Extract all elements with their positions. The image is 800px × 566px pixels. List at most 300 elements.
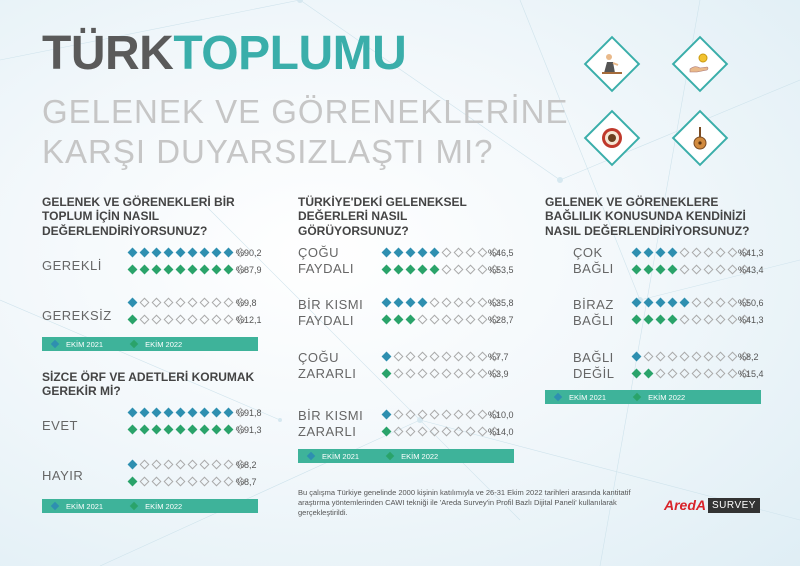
filled-diamond-marker: [176, 425, 186, 435]
s4-row0-2021-dots: [632, 249, 749, 256]
empty-diamond-marker: [466, 265, 476, 275]
empty-diamond-marker: [656, 352, 666, 362]
s2-row0-label: [42, 418, 78, 434]
s4-row2-2021-dots: [632, 353, 749, 360]
empty-diamond-marker: [394, 369, 404, 379]
s2-row0-2021-dots: [128, 409, 245, 416]
row-label-line: GEREKSİZ: [42, 308, 112, 323]
row-label-line: ÇOĞU: [298, 245, 339, 260]
question-line: GÖRÜYORSUNUZ?: [298, 223, 409, 238]
empty-diamond-marker: [200, 315, 210, 325]
legend-2022-marker: [386, 452, 394, 460]
filled-diamond-marker: [164, 425, 174, 435]
hand-giving-coin-icon: [680, 44, 720, 84]
legend-2022-marker: [130, 502, 138, 510]
legend-2022-marker: [130, 340, 138, 348]
methodology-footnote: Bu çalışma Türkiye genelinde 2000 kişinin katılımıyla ve 26-31 Ekim 2022 tarihleri arasında kantitatif araştırma yöntemlerinden CAWI tekniği ile 'Areda Survey'in Profil Bazlı Dijital Paneli' kullanılarak gerçekleştirildi.: [298, 488, 631, 517]
filled-diamond-marker: [152, 248, 162, 258]
filled-diamond-marker: [394, 248, 404, 258]
s4-row2-label: [573, 350, 615, 383]
s4-row0-label: [573, 245, 614, 278]
filled-diamond-marker: [164, 248, 174, 258]
s2-row1-2021-value: %8,2: [236, 460, 257, 470]
empty-diamond-marker: [442, 298, 452, 308]
filled-diamond-marker: [668, 315, 678, 325]
empty-diamond-marker: [188, 477, 198, 487]
row-label-line: DEĞİL: [573, 366, 615, 382]
filled-diamond-marker: [382, 369, 392, 379]
filled-diamond-marker: [128, 298, 138, 308]
empty-diamond-marker: [212, 460, 222, 470]
filled-diamond-marker: [200, 248, 210, 258]
filled-diamond-marker: [656, 315, 666, 325]
question-line: GELENEK VE GÖRENEKLERİ BİR: [42, 195, 235, 209]
row-label-line: FAYDALI: [298, 313, 355, 329]
empty-diamond-marker: [442, 248, 452, 258]
filled-diamond-marker: [632, 352, 642, 362]
empty-diamond-marker: [176, 460, 186, 470]
filled-diamond-marker: [668, 265, 678, 275]
legend-2022-label: EKİM 2022: [145, 501, 183, 511]
empty-diamond-marker: [200, 477, 210, 487]
empty-diamond-marker: [680, 315, 690, 325]
empty-diamond-marker: [176, 298, 186, 308]
s3-row0-2021-dots: [382, 249, 499, 256]
filled-diamond-marker: [632, 265, 642, 275]
filled-diamond-marker: [632, 369, 642, 379]
empty-diamond-marker: [164, 460, 174, 470]
filled-diamond-marker: [632, 315, 642, 325]
empty-diamond-marker: [728, 315, 738, 325]
empty-diamond-marker: [212, 298, 222, 308]
row-label-line: FAYDALI: [298, 261, 355, 277]
empty-diamond-marker: [418, 410, 428, 420]
filled-diamond-marker: [644, 315, 654, 325]
s3-row3-2021-value: %10,0: [488, 410, 514, 420]
empty-diamond-marker: [692, 352, 702, 362]
s4-row2-2022-dots: [632, 370, 749, 377]
s4-question: [545, 195, 749, 238]
empty-diamond-marker: [430, 427, 440, 437]
empty-diamond-marker: [430, 352, 440, 362]
empty-diamond-marker: [644, 352, 654, 362]
empty-diamond-marker: [454, 298, 464, 308]
brand-name: AredA: [664, 497, 707, 513]
filled-diamond-marker: [188, 425, 198, 435]
legend-2021-marker: [51, 502, 59, 510]
question-line: TÜRKİYE'DEKİ GELENEKSEL: [298, 195, 467, 209]
s3-row1-2022-value: %28,7: [488, 315, 514, 325]
filled-diamond-marker: [176, 265, 186, 275]
filled-diamond-marker: [212, 408, 222, 418]
filled-diamond-marker: [430, 248, 440, 258]
empty-diamond-marker: [728, 298, 738, 308]
row-label-line: BİR KISMI: [298, 408, 364, 423]
empty-diamond-marker: [680, 369, 690, 379]
empty-diamond-marker: [152, 460, 162, 470]
filled-diamond-marker: [164, 408, 174, 418]
empty-diamond-marker: [430, 298, 440, 308]
empty-diamond-marker: [454, 265, 464, 275]
filled-diamond-marker: [644, 298, 654, 308]
filled-diamond-marker: [656, 248, 666, 258]
empty-diamond-marker: [406, 410, 416, 420]
filled-diamond-marker: [382, 248, 392, 258]
filled-diamond-marker: [382, 427, 392, 437]
s4-row1-2022-dots: [632, 316, 749, 323]
empty-diamond-marker: [152, 477, 162, 487]
s3-row3-label: [298, 408, 363, 441]
s2-row1-2022-value: %8,7: [236, 477, 257, 487]
filled-diamond-marker: [656, 298, 666, 308]
empty-diamond-marker: [692, 369, 702, 379]
s4-row0-2021-value: %41,3: [738, 248, 764, 258]
empty-diamond-marker: [430, 410, 440, 420]
s3-row2-2022-dots: [382, 370, 499, 377]
empty-diamond-marker: [140, 315, 150, 325]
title-part2: TOPLUMU: [173, 27, 407, 80]
legend-2021-marker: [307, 452, 315, 460]
filled-diamond-marker: [128, 248, 138, 258]
filled-diamond-marker: [152, 425, 162, 435]
filled-diamond-marker: [152, 265, 162, 275]
s2-row1-2022-dots: [128, 478, 245, 485]
legend-2021-marker: [51, 340, 59, 348]
empty-diamond-marker: [200, 298, 210, 308]
filled-diamond-marker: [176, 248, 186, 258]
praying-person-icon: [592, 44, 632, 84]
filled-diamond-marker: [128, 315, 138, 325]
empty-diamond-marker: [466, 369, 476, 379]
empty-diamond-marker: [454, 248, 464, 258]
empty-diamond-marker: [728, 352, 738, 362]
question-line: NASIL DEĞERLENDİRİYORSUNUZ?: [545, 223, 750, 238]
empty-diamond-marker: [704, 298, 714, 308]
empty-diamond-marker: [478, 427, 488, 437]
s1-row0-2022-value: %87,9: [236, 265, 262, 275]
empty-diamond-marker: [442, 410, 452, 420]
question-line: SİZCE ÖRF VE ADETLERİ KORUMAK: [42, 370, 255, 384]
s3-row2-2021-dots: [382, 353, 499, 360]
filled-diamond-marker: [382, 410, 392, 420]
empty-diamond-marker: [188, 315, 198, 325]
empty-diamond-marker: [430, 315, 440, 325]
empty-diamond-marker: [478, 298, 488, 308]
s1-row1-label: [42, 308, 112, 324]
empty-diamond-marker: [668, 352, 678, 362]
filled-diamond-marker: [188, 248, 198, 258]
s3-row2-2022-value: %3,9: [488, 369, 509, 379]
empty-diamond-marker: [466, 410, 476, 420]
empty-diamond-marker: [418, 427, 428, 437]
s4-row2-2021-value: %8,2: [738, 352, 759, 362]
filled-diamond-marker: [394, 265, 404, 275]
s1-row1-2022-dots: [128, 316, 245, 323]
s2-row0-2021-value: %91,8: [236, 408, 262, 418]
brand-logo: [664, 497, 760, 513]
empty-diamond-marker: [478, 248, 488, 258]
legend-2021-label: EKİM 2021: [569, 392, 607, 402]
empty-diamond-marker: [224, 460, 234, 470]
empty-diamond-marker: [140, 298, 150, 308]
filled-diamond-marker: [644, 265, 654, 275]
row-label-line: BAĞLI: [573, 313, 614, 329]
row-label-line: GEREKLİ: [42, 258, 102, 273]
row-label-line: HAYIR: [42, 468, 84, 483]
filled-diamond-marker: [200, 408, 210, 418]
filled-diamond-marker: [632, 298, 642, 308]
filled-diamond-marker: [140, 248, 150, 258]
empty-diamond-marker: [442, 352, 452, 362]
filled-diamond-marker: [224, 425, 234, 435]
s3-row2-2021-value: %7,7: [488, 352, 509, 362]
filled-diamond-marker: [382, 298, 392, 308]
empty-diamond-marker: [140, 460, 150, 470]
filled-diamond-marker: [212, 425, 222, 435]
filled-diamond-marker: [140, 265, 150, 275]
empty-diamond-marker: [442, 315, 452, 325]
filled-diamond-marker: [418, 298, 428, 308]
question-line: GEREKİR Mİ?: [42, 384, 121, 399]
s4-row2-2022-value: %15,4: [738, 369, 764, 379]
coffee-cup-icon: [592, 118, 632, 158]
brand-tag: SURVEY: [708, 498, 760, 513]
s1-question: [42, 195, 235, 238]
title-part1: TÜRK: [42, 27, 174, 80]
empty-diamond-marker: [716, 369, 726, 379]
legend-2022-label: EKİM 2022: [145, 339, 183, 349]
empty-diamond-marker: [704, 315, 714, 325]
filled-diamond-marker: [128, 408, 138, 418]
s1-row0-2021-value: %90,2: [236, 248, 262, 258]
empty-diamond-marker: [394, 427, 404, 437]
filled-diamond-marker: [224, 248, 234, 258]
filled-diamond-marker: [382, 265, 392, 275]
s2-row0-2022-dots: [128, 426, 245, 433]
filled-diamond-marker: [128, 265, 138, 275]
question-line: DEĞERLERİ NASIL: [298, 209, 408, 224]
s2-row1-label: [42, 468, 83, 484]
filled-diamond-marker: [128, 425, 138, 435]
legend-2021-label: EKİM 2021: [66, 339, 104, 349]
filled-diamond-marker: [176, 408, 186, 418]
s4-row1-2021-value: %50,6: [738, 298, 764, 308]
filled-diamond-marker: [200, 265, 210, 275]
empty-diamond-marker: [680, 248, 690, 258]
filled-diamond-marker: [668, 298, 678, 308]
empty-diamond-marker: [478, 352, 488, 362]
filled-diamond-marker: [140, 408, 150, 418]
s3-row0-2022-dots: [382, 266, 499, 273]
empty-diamond-marker: [176, 315, 186, 325]
row-label-line: EVET: [42, 418, 78, 433]
empty-diamond-marker: [394, 352, 404, 362]
empty-diamond-marker: [466, 298, 476, 308]
row-label-line: ZARARLI: [298, 424, 357, 440]
empty-diamond-marker: [454, 352, 464, 362]
row-label-line: ÇOK: [573, 245, 603, 260]
empty-diamond-marker: [152, 298, 162, 308]
s1-row0-label: [42, 258, 102, 274]
filled-diamond-marker: [680, 298, 690, 308]
s3-row0-label: [298, 245, 354, 278]
filled-diamond-marker: [632, 248, 642, 258]
question-line: DEĞERLENDİRİYORSUNUZ?: [42, 223, 208, 238]
legend-2021-label: EKİM 2021: [66, 501, 104, 511]
empty-diamond-marker: [454, 410, 464, 420]
empty-diamond-marker: [164, 298, 174, 308]
row-label-line: BİRAZ: [573, 297, 614, 312]
s2-row1-2021-dots: [128, 461, 245, 468]
empty-diamond-marker: [188, 460, 198, 470]
filled-diamond-marker: [406, 265, 416, 275]
s3-row1-2021-dots: [382, 299, 499, 306]
s4-legend: [545, 390, 761, 404]
empty-diamond-marker: [478, 410, 488, 420]
empty-diamond-marker: [728, 248, 738, 258]
empty-diamond-marker: [680, 352, 690, 362]
empty-diamond-marker: [224, 298, 234, 308]
empty-diamond-marker: [430, 369, 440, 379]
empty-diamond-marker: [728, 369, 738, 379]
s1-row1-2021-dots: [128, 299, 245, 306]
question-line: GELENEK VE GÖRENEKLERE: [545, 195, 719, 209]
s4-row1-label: [573, 297, 614, 330]
s3-row1-label: [298, 297, 363, 330]
empty-diamond-marker: [454, 315, 464, 325]
filled-diamond-marker: [418, 265, 428, 275]
filled-diamond-marker: [382, 315, 392, 325]
empty-diamond-marker: [478, 369, 488, 379]
row-label-line: ÇOĞU: [298, 350, 339, 365]
filled-diamond-marker: [212, 248, 222, 258]
filled-diamond-marker: [188, 408, 198, 418]
saz-instrument-icon: [680, 118, 720, 158]
empty-diamond-marker: [692, 298, 702, 308]
empty-diamond-marker: [442, 369, 452, 379]
empty-diamond-marker: [466, 427, 476, 437]
empty-diamond-marker: [716, 248, 726, 258]
empty-diamond-marker: [478, 315, 488, 325]
s3-row0-2021-value: %46,5: [488, 248, 514, 258]
filled-diamond-marker: [164, 265, 174, 275]
filled-diamond-marker: [418, 248, 428, 258]
s3-row3-2022-value: %14,0: [488, 427, 514, 437]
empty-diamond-marker: [418, 352, 428, 362]
empty-diamond-marker: [140, 477, 150, 487]
empty-diamond-marker: [716, 298, 726, 308]
subtitle-line2: KARŞI DUYARSIZLAŞTI MI?: [42, 133, 494, 170]
empty-diamond-marker: [200, 460, 210, 470]
empty-diamond-marker: [406, 352, 416, 362]
empty-diamond-marker: [164, 315, 174, 325]
filled-diamond-marker: [644, 248, 654, 258]
empty-diamond-marker: [406, 427, 416, 437]
legend-2022-label: EKİM 2022: [648, 392, 686, 402]
filled-diamond-marker: [224, 408, 234, 418]
empty-diamond-marker: [454, 369, 464, 379]
s4-row1-2022-value: %41,3: [738, 315, 764, 325]
s1-row0-2022-dots: [128, 266, 245, 273]
empty-diamond-marker: [680, 265, 690, 275]
empty-diamond-marker: [188, 298, 198, 308]
question-line: BAĞLILIK KONUSUNDA KENDİNİZİ: [545, 209, 746, 224]
empty-diamond-marker: [656, 369, 666, 379]
empty-diamond-marker: [224, 315, 234, 325]
s1-legend: [42, 337, 258, 351]
s3-row0-2022-value: %53,5: [488, 265, 514, 275]
filled-diamond-marker: [406, 315, 416, 325]
filled-diamond-marker: [394, 298, 404, 308]
s2-legend: [42, 499, 258, 513]
empty-diamond-marker: [466, 248, 476, 258]
filled-diamond-marker: [406, 298, 416, 308]
legend-2022-label: EKİM 2022: [401, 451, 439, 461]
question-line: TOPLUM İÇİN NASIL: [42, 209, 160, 224]
empty-diamond-marker: [692, 248, 702, 258]
filled-diamond-marker: [200, 425, 210, 435]
empty-diamond-marker: [224, 477, 234, 487]
s1-row1-2021-value: %9,8: [236, 298, 257, 308]
s3-row3-2021-dots: [382, 411, 499, 418]
empty-diamond-marker: [212, 477, 222, 487]
empty-diamond-marker: [716, 315, 726, 325]
s3-row3-2022-dots: [382, 428, 499, 435]
subtitle-line1: GELENEK VE GÖRENEKLERİNE: [42, 93, 569, 130]
filled-diamond-marker: [152, 408, 162, 418]
s3-question: [298, 195, 467, 238]
filled-diamond-marker: [224, 265, 234, 275]
filled-diamond-marker: [430, 265, 440, 275]
row-label-line: BİR KISMI: [298, 297, 364, 312]
empty-diamond-marker: [418, 315, 428, 325]
s2-question: [42, 370, 254, 399]
empty-diamond-marker: [692, 315, 702, 325]
filled-diamond-marker: [128, 477, 138, 487]
empty-diamond-marker: [394, 410, 404, 420]
filled-diamond-marker: [644, 369, 654, 379]
row-label-line: ZARARLI: [298, 366, 357, 382]
legend-2022-marker: [633, 393, 641, 401]
s4-row0-2022-value: %43,4: [738, 265, 764, 275]
empty-diamond-marker: [164, 477, 174, 487]
empty-diamond-marker: [704, 265, 714, 275]
empty-diamond-marker: [418, 369, 428, 379]
empty-diamond-marker: [716, 265, 726, 275]
filled-diamond-marker: [406, 248, 416, 258]
filled-diamond-marker: [668, 248, 678, 258]
empty-diamond-marker: [152, 315, 162, 325]
s3-legend: [298, 449, 514, 463]
empty-diamond-marker: [212, 315, 222, 325]
empty-diamond-marker: [478, 265, 488, 275]
row-label-line: BAĞLI: [573, 261, 614, 277]
row-label-line: BAĞLI: [573, 350, 614, 365]
empty-diamond-marker: [442, 265, 452, 275]
empty-diamond-marker: [728, 265, 738, 275]
legend-2021-marker: [554, 393, 562, 401]
s3-row1-2021-value: %35,8: [488, 298, 514, 308]
empty-diamond-marker: [176, 477, 186, 487]
s1-row0-2021-dots: [128, 249, 245, 256]
s4-row0-2022-dots: [632, 266, 749, 273]
empty-diamond-marker: [704, 352, 714, 362]
empty-diamond-marker: [466, 315, 476, 325]
filled-diamond-marker: [188, 265, 198, 275]
filled-diamond-marker: [212, 265, 222, 275]
page-title: [42, 27, 407, 80]
filled-diamond-marker: [140, 425, 150, 435]
